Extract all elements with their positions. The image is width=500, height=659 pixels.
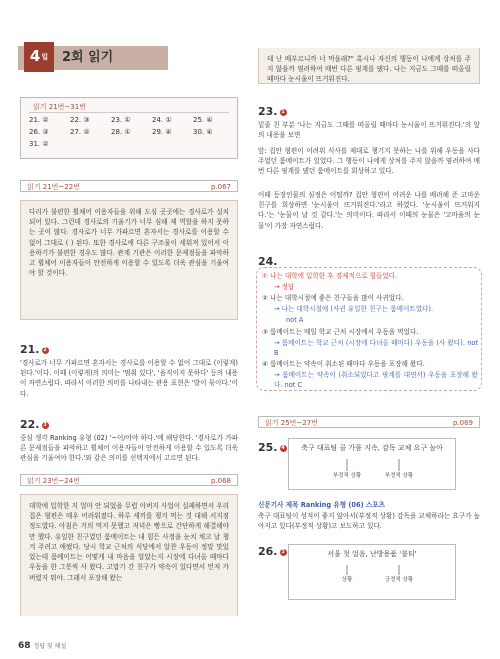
question-26-number: 26. 3: [258, 545, 285, 558]
headline: 축구 대표팀 골 가뭄 지속, 감독 교체 요구 높아: [301, 444, 443, 452]
answer-key-label: 읽기 21번~31번: [33, 103, 86, 111]
option-3-explanation: → 룸메이트는 학교 근처 (시장에 다녀올 때마다) 우동을 (사 왔다). not B: [274, 339, 478, 358]
page-footer: [18, 640, 66, 653]
section-title: 읽기 23번~24번: [27, 477, 80, 485]
option-2-explanation: → 나는 대학시절에 (사귄 유일한 친구는 룸메이트였다).: [274, 305, 434, 313]
option-2-note: not A: [286, 316, 304, 324]
answer-grid: [29, 115, 235, 149]
answer-item: 25. ④: [193, 116, 213, 124]
headline-arrows: [289, 453, 457, 487]
page-title: 2회 읽기: [62, 50, 114, 65]
answer-item: 21. ②: [29, 116, 49, 124]
answer-item: 31. ②: [29, 140, 49, 149]
question-23-number: 23. 1: [258, 105, 285, 118]
question-23-explanation: 밑줄 친 부분 '나는 지금도 그때를 떠올릴 때마다 눈시울이 뜨거워진다.'의 앞의 내용을 보면: [258, 121, 480, 140]
headline-diagram-26: [288, 544, 456, 600]
question-21-number: 21. 2: [20, 343, 47, 356]
question-25-type: 신문기사 제목 Ranking 유형 (06) 스포츠: [258, 501, 386, 509]
question-23-context: 앞: 집안 형편이 어려워 식사를 제대로 챙기지 못하는 나를 위해 우동을 사다 주었던 룸메이트가 있었다. 그 행동이 나에게 상처를 주지 않을까 염려하여 매번 다른 핑계를 댔던 룸메이트를 회상하고 있다.: [258, 147, 480, 176]
answer-item: 30. ④: [193, 128, 213, 137]
answer-item: 23. ①: [111, 116, 131, 124]
answer-item: 28. ①: [111, 128, 131, 137]
option-1-answer: → 정답: [274, 283, 295, 291]
section-page: p.068: [210, 477, 231, 485]
section-label-21-22: [20, 180, 238, 192]
reading-passage-1: 다리가 불편한 휠체어 이용자들을 위해 도심 곳곳에는 경사로가 설치되어 있다. 그런데 경사로의 기울기가 너무 심해 제 역할을 하지 못하는 곳이 많다. 경사로가 너무 가파르면 혼자서는 경사로를 이용할 수 없어 그대로 ( ) 된다. 또한 경사로에 다른 구조물이 세워져 있어서 이용하기가 불편한 경우도 많다. 관계 기관은 이러한 문제점들을 파악하고 휠체어 이용자들이 안전하게 이용할 수 있도록 더욱 관심을 기울여야 할 것이다.: [20, 200, 238, 320]
option-3: ③ 룸메이트는 매일 학교 근처 시장에서 우동을 먹었다.: [262, 328, 419, 336]
divider: [29, 112, 229, 113]
headline: 서울 첫 얼음, 난방용품 '불티': [327, 550, 417, 558]
answer-item: 29. ④: [152, 128, 172, 137]
section-title: 읽기 21번~22번: [27, 183, 80, 191]
option-4-explanation: → 룸메이트는 약속이 (취소되었다고 핑계를 대면서) 우동을 포장해 왔다. not C: [274, 371, 478, 390]
section-label-23-24: [20, 474, 238, 486]
option-2: ② 나는 대학시절에 좋은 친구들을 많이 사귀었다.: [262, 294, 404, 302]
question-24-number: 24.: [258, 255, 278, 268]
answer-item: 22. ③: [70, 116, 90, 124]
option-4: ④ 룸메이트는 약속이 취소된 때마다 우동을 포장해 왔다.: [262, 360, 425, 368]
option-1: ① 나는 대학에 입학한 후 경제적으로 힘들었다.: [262, 272, 398, 280]
question-25-number: 25. 4: [258, 441, 285, 454]
label-negative-1: 부정적 상황: [332, 473, 362, 479]
page-number: 68: [18, 641, 31, 651]
unit-header: [18, 46, 168, 70]
reading-passage-2-cont: 데 난 배부르니까 너 먹을래?" 혹시나 자신의 행동이 나에게 상처를 주지 않을까 염려하여 매번 다른 핑계를 댔다. 나는 지금도 그때를 떠올릴 때마다 눈시울이 뜨거워진다.: [258, 48, 480, 84]
answer-item: 27. ②: [70, 128, 90, 137]
answer-item: 26. ③: [29, 128, 49, 137]
reading-passage-2: 대학에 입학한 지 얼마 안 되었을 무렵 아버지 사업이 실패하면서 우리 집은 형편은 매우 어려워졌다. 하루 세끼를 챙겨 먹는 것 대해 서지점 정도였다. 아침은 거의 먹지 못했고 저녁은 빵으로 간단하게 해결해야만 했다. 유일한 친구였던 룸메이트는 내 힘든 사정을 눈치 채고 날 챙겨 주려고 애썼다. 당시 학교 근처의 식당에서 알찬 우동이 정말 맛있었는데 룸메이트는 어떻게 내 마음을 알았는지 시장에 다녀올 때마다 우동을 한 그릇씩 사 왔다. 고맙기 간 친구가 약속이 있다면서 먼저 가 버렸지 뭐야. 그래서 포장해 왔는: [20, 494, 238, 616]
section-page: p.067: [210, 183, 231, 191]
headline-diagram-25: [288, 438, 456, 490]
answer-key-box: [20, 97, 238, 159]
question-25-explanation: 축구 대표팀이 성적이 좋지 않아서(부정적 상황) 감독을 교체하라는 요구가 높아지고 있다(부정적 상황)고 보도하고 있다.: [258, 512, 480, 531]
section-page: p.069: [452, 419, 473, 427]
question-22-explanation: 중심 생각 Ranking 유형 (02) '~이/어야 하다.'에 해당한다. '경사로가 가파른 문제점들을 파악하고 휠체어 이용자들이 안전하게 이용할 수 있도록 더욱 관심을 기울여야 한다.'와 같은 의미를 선택지에서 고르면 된다.: [20, 434, 238, 463]
day-badge: 4 일: [24, 42, 54, 72]
label-positive: 긍정적 상황: [384, 577, 414, 583]
answer-item: 24. ①: [152, 116, 172, 124]
label-negative-2: 부정적 상황: [384, 473, 414, 479]
section-title: 읽기 25번~27번: [265, 419, 318, 427]
headline-arrows: [289, 559, 457, 593]
question-21-explanation: '경사로가 너무 가파르면 혼자서는 경사로를 이용할 수 없어 그대로 (이렇게) 된다.'이다. 이때 (이렇게)의 의미는 '멈춰 있다', '움직이지 못하다' 등의 내용이 자연스럽다. 따라서 이러한 의미를 나타내는 관용 표현은 '발이 묶이다.'이다.: [20, 359, 238, 398]
question-22-number: 22. 3: [20, 418, 47, 431]
label-situation: 상황: [341, 577, 353, 583]
section-label-25-27: [258, 416, 480, 428]
footer-label: 정답 및 해설: [33, 643, 67, 650]
question-23-conclusion: 이때 등장인물의 심정은 어떨까? 집안 형편이 어려운 나를 배려해 준 고마운 친구를 회상하면 '눈시울이 뜨거워진다.'라고 하였다. '눈시울이 뜨거워지다.'는 '눈물이 날 것 같다.'는 의미이다. 따라서 이때의 눈물은 '고마움의 눈물'이 가장 자연스럽다.: [258, 191, 480, 230]
